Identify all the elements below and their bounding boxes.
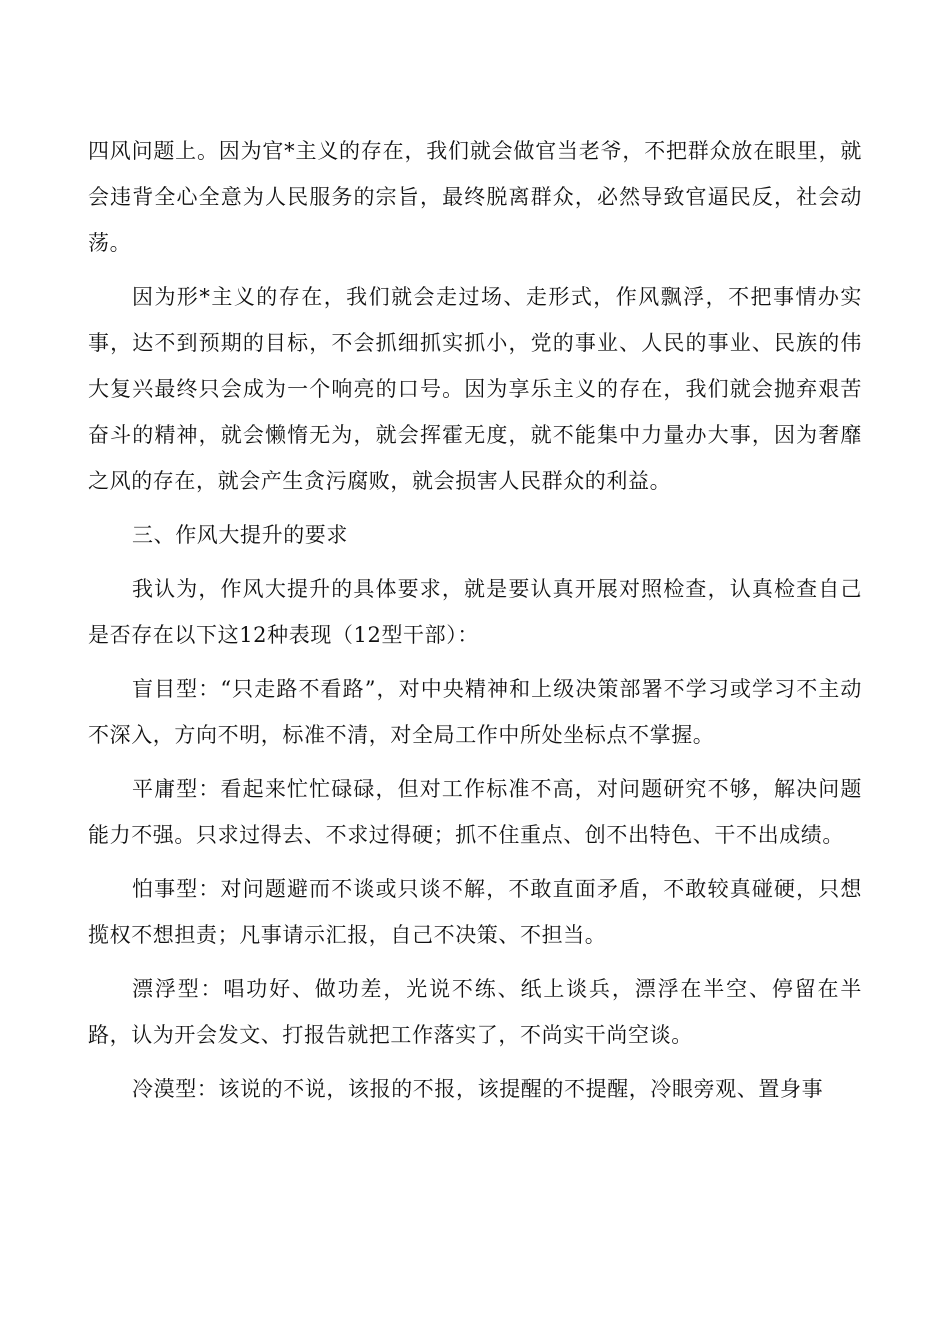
paragraph-formalism: 因为形*主义的存在，我们就会走过场、走形式，作风飘浮，不把事情办实事，达不到预期的目标，不会抓细抓实抓小，党的事业、人民的事业、民族的伟大复兴最终只会成为一个响亮的口号。因为享乐主义的存在，我们就会抛弃艰苦奋斗的精神，就会懒惰无为，就会挥霍无度，就不能集中力量办大事，因为奢靡之风的存在，就会产生贪污腐败，就会损害人民群众的利益。 bbox=[88, 285, 862, 493]
paragraph-type-blind: 盲目型：“只走路不看路”，对中央精神和上级决策部署不学习或学习不主动不深入，方向不明，标准不清，对全局工作中所处坐标点不掌握。 bbox=[88, 677, 862, 747]
document-body bbox=[88, 128, 862, 1120]
paragraph-requirements-intro: 我认为，作风大提升的具体要求，就是要认真开展对照检查，认真检查自己是否存在以下这12种表现（12型干部）： bbox=[88, 577, 862, 647]
paragraph-continuation: 四风问题上。因为官*主义的存在，我们就会做官当老爷，不把群众放在眼里，就会违背全心全意为人民服务的宗旨，最终脱离群众，必然导致官逼民反，社会动荡。 bbox=[88, 139, 862, 255]
paragraph-type-mediocre: 平庸型：看起来忙忙碌碌，但对工作标准不高，对问题研究不够，解决问题能力不强。只求过得去、不求过得硬；抓不住重点、创不出特色、干不出成绩。 bbox=[88, 777, 862, 847]
paragraph-type-timid: 怕事型：对问题避而不谈或只谈不解，不敢直面矛盾，不敢较真碰硬，只想揽权不想担责；凡事请示汇报，自己不决策、不担当。 bbox=[88, 877, 862, 947]
paragraph-type-floating: 漂浮型：唱功好、做功差，光说不练、纸上谈兵，漂浮在半空、停留在半路，认为开会发文、打报告就把工作落实了，不尚实干尚空谈。 bbox=[88, 977, 862, 1047]
section-heading: 三、作风大提升的要求 bbox=[132, 523, 348, 547]
paragraph-type-indifferent: 冷漠型：该说的不说，该报的不报，该提醒的不提醒，冷眼旁观、置身事 bbox=[132, 1077, 824, 1101]
